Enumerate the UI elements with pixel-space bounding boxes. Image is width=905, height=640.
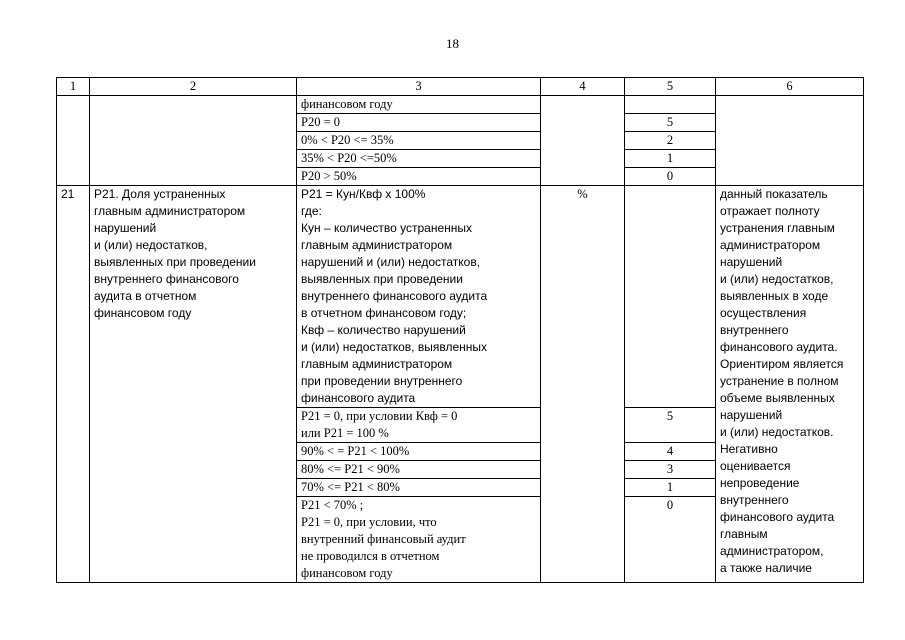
indicator-table xyxy=(56,77,864,583)
p20-score: 2 xyxy=(625,132,716,150)
p21-condition: P21 < 70% ; P21 = 0, при условии, что внутренний финансовый аудит не проводился в отчетном финансовом году xyxy=(297,497,541,583)
p20-score: 1 xyxy=(625,150,716,168)
p20-unit-cell xyxy=(541,96,625,186)
p20-score-empty xyxy=(625,96,716,114)
p20-comment-cell xyxy=(716,96,864,186)
p21-score: 0 xyxy=(625,497,716,583)
p20-score: 0 xyxy=(625,168,716,186)
p21-name: P21. Доля устраненных главным администратором нарушений и (или) недостатков, выявленных при проведении внутреннего финансового аудита в отчетном финансовом году xyxy=(90,186,297,583)
header-col-4: 4 xyxy=(541,78,625,96)
header-col-2: 2 xyxy=(90,78,297,96)
header-col-5: 5 xyxy=(625,78,716,96)
p21-condition: P21 = 0, при условии Квф = 0 или P21 = 100 % xyxy=(297,408,541,443)
p21-score: 1 xyxy=(625,479,716,497)
p21-comment: данный показатель отражает полноту устранения главным администратором нарушений и (или) недостатков, выявленных в ходе осуществления внутреннего финансового аудита. Ориентиром является устранение в полном объеме выявленных нарушений и (или) недостатков. Негативно оценивается непроведение внутреннего финансового аудита главным администратором, а также наличие xyxy=(716,186,864,583)
p21-unit: % xyxy=(541,186,625,583)
p20-score: 5 xyxy=(625,114,716,132)
p20-name-cell xyxy=(90,96,297,186)
p21-condition: 80% <= P21 < 90% xyxy=(297,461,541,479)
p20-number-cell xyxy=(57,96,90,186)
p21-score: 3 xyxy=(625,461,716,479)
p21-number: 21 xyxy=(57,186,90,583)
p20-formula-continuation: финансовом году xyxy=(297,96,541,114)
p20-condition: P20 = 0 xyxy=(297,114,541,132)
header-col-6: 6 xyxy=(716,78,864,96)
p21-score: 4 xyxy=(625,443,716,461)
page-number: 18 xyxy=(446,36,459,51)
p21-score-empty xyxy=(625,186,716,408)
header-col-1: 1 xyxy=(57,78,90,96)
table-row xyxy=(57,186,864,408)
p20-condition: P20 > 50% xyxy=(297,168,541,186)
header-row xyxy=(57,78,864,96)
header-col-3: 3 xyxy=(297,78,541,96)
p21-condition: 70% <= P21 < 80% xyxy=(297,479,541,497)
p21-formula: P21 = Кун/Квф x 100% где: Кун – количество устраненных главным администратором нарушений и (или) недостатков, выявленных при проведении внутреннего финансового аудита в отчетном финансовом году; Квф – количество нарушений и (или) недостатков, выявленных главным администратором при проведении внутреннего финансового аудита xyxy=(297,186,541,408)
p21-condition: 90% < = P21 < 100% xyxy=(297,443,541,461)
p20-condition: 0% < P20 <= 35% xyxy=(297,132,541,150)
p20-condition: 35% < P20 <=50% xyxy=(297,150,541,168)
table-row xyxy=(57,96,864,114)
p21-score: 5 xyxy=(625,408,716,443)
